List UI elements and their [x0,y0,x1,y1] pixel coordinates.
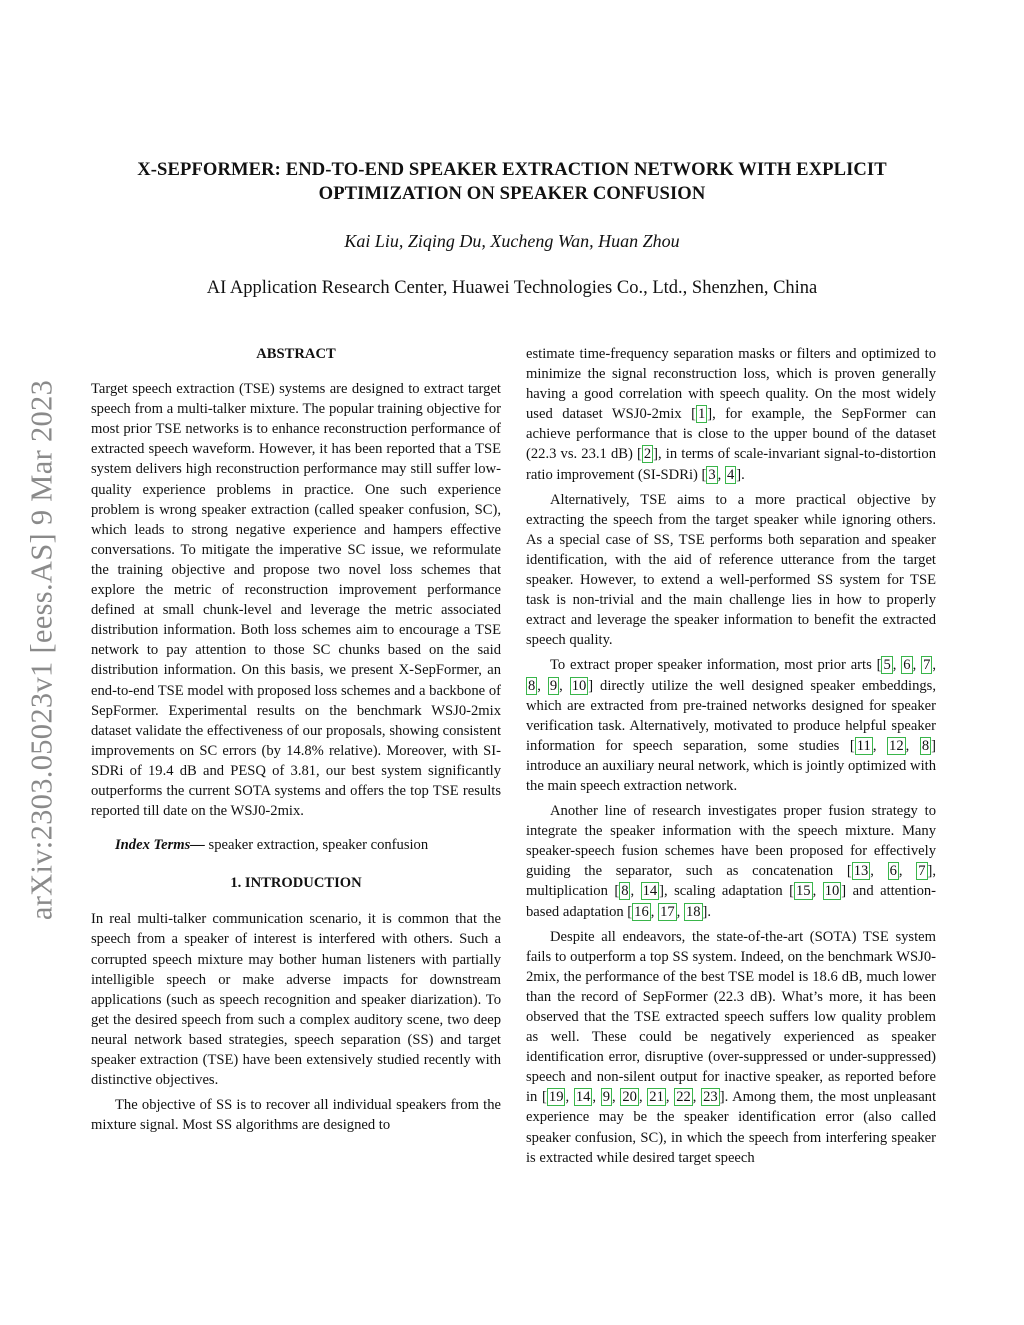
right-paragraph-5 [526,927,936,1168]
citation-link[interactable]: 10 [824,883,840,900]
citation-link[interactable]: 15 [796,883,811,900]
text-span: ], scaling adaptation [ [659,883,794,900]
text-span: ]. Among them, the most unpleasant experience may be the speaker identification error (also called speaker confusion, SC), in which the speech from interfering speaker is extracted while desired target speech [526,1089,937,1166]
text-span: ], for example, the SepFormer can achieve performance that is close to the upper bound of the dataset (22.3 vs. 23.1 dB) [ [526,406,936,463]
text-span: Despite all endeavors, the state-of-the-art (SOTA) TSE system fails to outperform a top SS system. Indeed, on the benchmark WSJ0-2mix, the performance of the best TSE model is 18.6 dB, much lower than the record of SepFormer (22.3 dB). What’s more, it has been observed that the TSE extracted speech suffers low quality problem as well. These could be negatively experienced as speaker identification error, disruptive (over-suppressed or under-suppressed) speech and non-silent output for inactive speaker, as reported before in [ [526,928,936,1106]
right-paragraph-4 [526,801,936,922]
citation-link[interactable]: 19 [548,1089,564,1106]
citation-link[interactable]: 18 [685,903,701,920]
citation-link[interactable]: 2 [643,446,652,463]
citation-link[interactable]: 9 [602,1089,611,1106]
right-paragraph-3 [526,655,936,796]
citation-link[interactable]: 9 [549,677,558,694]
citation-link[interactable]: 7 [918,863,926,880]
index-terms-text: speaker extraction, speaker confusion [204,837,429,854]
abstract-text: Target speech extraction (TSE) systems are designed to extract target speech from a multi-talker mixture. The popular training objective for most prior TSE networks is to enhance reconstruction performance of extracted speech waveform. However, it has been reported that a TSE system delivers high reconstruction performance may still suffer low-quality experience problems in practice. One such experience problem is wrong speaker extraction (called speaker confusion, SC), which leads to strong negative experience and hampers effective conversations. To mitigate the imperative SC issue, we reformulate the training objective and propose two novel loss schemes that explore the metric of reconstruction improvement performance defined at small chunk-level and leverage the metric associated distribution information. Both loss schemes aim to encourage a TSE network to pay attention to those SC chunks based on the said distribution information. On this basis, we present X-SepFormer, an end-to-end TSE model with proposed loss schemes and a backbone of SepFormer. Experimental results on the benchmark WSJ0-2mix dataset validate the effectiveness of our proposals, showing consistent improvements on SC errors (by 14.8% relative). Moreover, with SI-SDRi of 19.4 dB and PESQ of 3.81, our best system significantly outperforms the current SOTA systems and offers the top TSE results reported till date on the WSJ0-2mix. [91,381,501,820]
citation-link[interactable]: 8 [528,677,536,694]
text-span: , [812,883,823,900]
text-span: ]. [736,466,745,483]
text-span: , [630,883,641,900]
citation-link[interactable]: 8 [621,883,629,900]
introduction-heading: 1. INTRODUCTION [230,875,362,892]
text-span: ] introduce an auxiliary neural network, which is jointly optimized with the main speech extraction network. [526,737,936,794]
text-span: Another line of research investigates proper fusion strategy to integrate the speaker information with the speech mixture. Many speaker-speech fusion schemes have been proposed for effectively guiding the separator, such as concatenation [ [526,803,936,880]
citation-link[interactable]: 3 [708,466,716,483]
text-span: ], multiplication [ [526,863,937,900]
intro-paragraph-2: The objective of SS is to recover all individual speakers from the mixture signal. Most SS algorithms are designed to [91,1097,501,1134]
text-span: , [537,677,548,694]
index-terms-label: Index Terms— [115,837,205,854]
text-span: , [905,737,920,754]
abstract-heading: ABSTRACT [256,346,336,362]
text-span: ], in terms of scale-invariant signal-to-distortion ratio improvement (SI-SDRi) [ [526,446,936,483]
citation-link[interactable]: 6 [889,863,897,880]
citation-link[interactable]: 1 [697,406,706,423]
text-span: , [650,903,659,920]
citation-link[interactable]: 17 [660,903,675,920]
text-span: , [565,1089,574,1106]
affiliation: AI Application Research Center, Huawei Technologies Co., Ltd., Shenzhen, China [206,278,818,298]
text-span: , [612,1089,621,1106]
intro-paragraph-1: In real multi-talker communication scenario, it is common that the speech from a speaker of interest is interfered with others. Such a corrupted speech mixture may bother human listeners with partially intelligible speech or make adverse impacts for downstream applications (such as speech recognition and speaker diarization). To get the desired speech from such a complex auditory scene, two deep neural network based strategies, speech separation (SS) and target speaker extraction (TSE) have been extensively studied recently with distinctive objectives. [91,911,501,1089]
text-span: , [692,1089,702,1106]
citation-link[interactable]: 13 [853,863,869,880]
right-paragraph-2: Alternatively, TSE aims to a more practical objective by extracting the speech from the target speaker while ignoring others. As a special case of SS, TSE performs both separation and speaker identification, with the aid of reference utterance from the target speaker. However, to extend a well-performed SS system for TSE task is non-trivial and the main challenge lies in how to properly extract and leverage the speaker information to benefit the extracted speech quality. [526,491,936,649]
arxiv-identifier-stamp: arXiv:2303.05023v1 [eess.AS] 9 Mar 2023 [24,379,59,921]
citation-link[interactable]: 23 [703,1089,718,1106]
right-column [526,344,936,1168]
citation-link[interactable]: 16 [634,903,649,920]
text-span: , [676,903,684,920]
right-paragraph-1 [526,344,936,485]
text-span: , [592,1089,601,1106]
text-span: , [898,863,917,880]
citation-link[interactable]: 7 [923,657,931,674]
citation-link[interactable]: 4 [726,466,735,483]
text-span: , [870,863,888,880]
citation-link[interactable]: 14 [575,1089,591,1106]
author-list: Kai Liu, Ziqing Du, Xucheng Wan, Huan Zhou [344,231,680,251]
citation-link[interactable]: 22 [676,1089,691,1106]
citation-link[interactable]: 8 [921,737,930,754]
paper-title: X-SEPFORMER: END-TO-END SPEAKER EXTRACTION NETWORK WITH EXPLICIT OPTIMIZATION ON SPEAKER CONFUSION [137,159,887,204]
text-span: ] directly utilize the well designed speaker embeddings, which are extracted from pre-trained networks designed for speaker verification task. Alternatively, motivated to produce helpful speaker information for speech separation, some studies [ [526,677,937,754]
text-span: estimate time-frequency separation masks or filters and optimized to minimize the signal reconstruction loss, which is proven generally having a good correlation with speech quality. On the most widely used dataset WSJ0-2mix [ [526,346,936,423]
text-span: , [912,657,922,674]
citation-link[interactable]: 11 [856,737,871,754]
citation-link[interactable]: 12 [889,737,904,754]
index-terms [91,835,501,855]
text-span: ] and attention-based adaptation [ [526,883,937,920]
text-span: To extract proper speaker information, most prior arts [ [550,657,882,674]
text-span: , [717,466,725,483]
citation-link[interactable]: 5 [883,657,891,674]
text-span: , [559,677,570,694]
text-span: , [932,657,937,674]
text-span: , [665,1089,675,1106]
left-column [91,344,501,1135]
citation-link[interactable]: 21 [649,1089,664,1106]
text-span: , [872,737,888,754]
text-span: , [892,657,902,674]
citation-link[interactable]: 6 [903,657,911,674]
citation-link[interactable]: 10 [571,677,587,694]
text-span: ]. [702,903,712,920]
text-span: , [638,1089,648,1106]
citation-link[interactable]: 14 [642,883,658,900]
citation-link[interactable]: 20 [622,1089,637,1106]
